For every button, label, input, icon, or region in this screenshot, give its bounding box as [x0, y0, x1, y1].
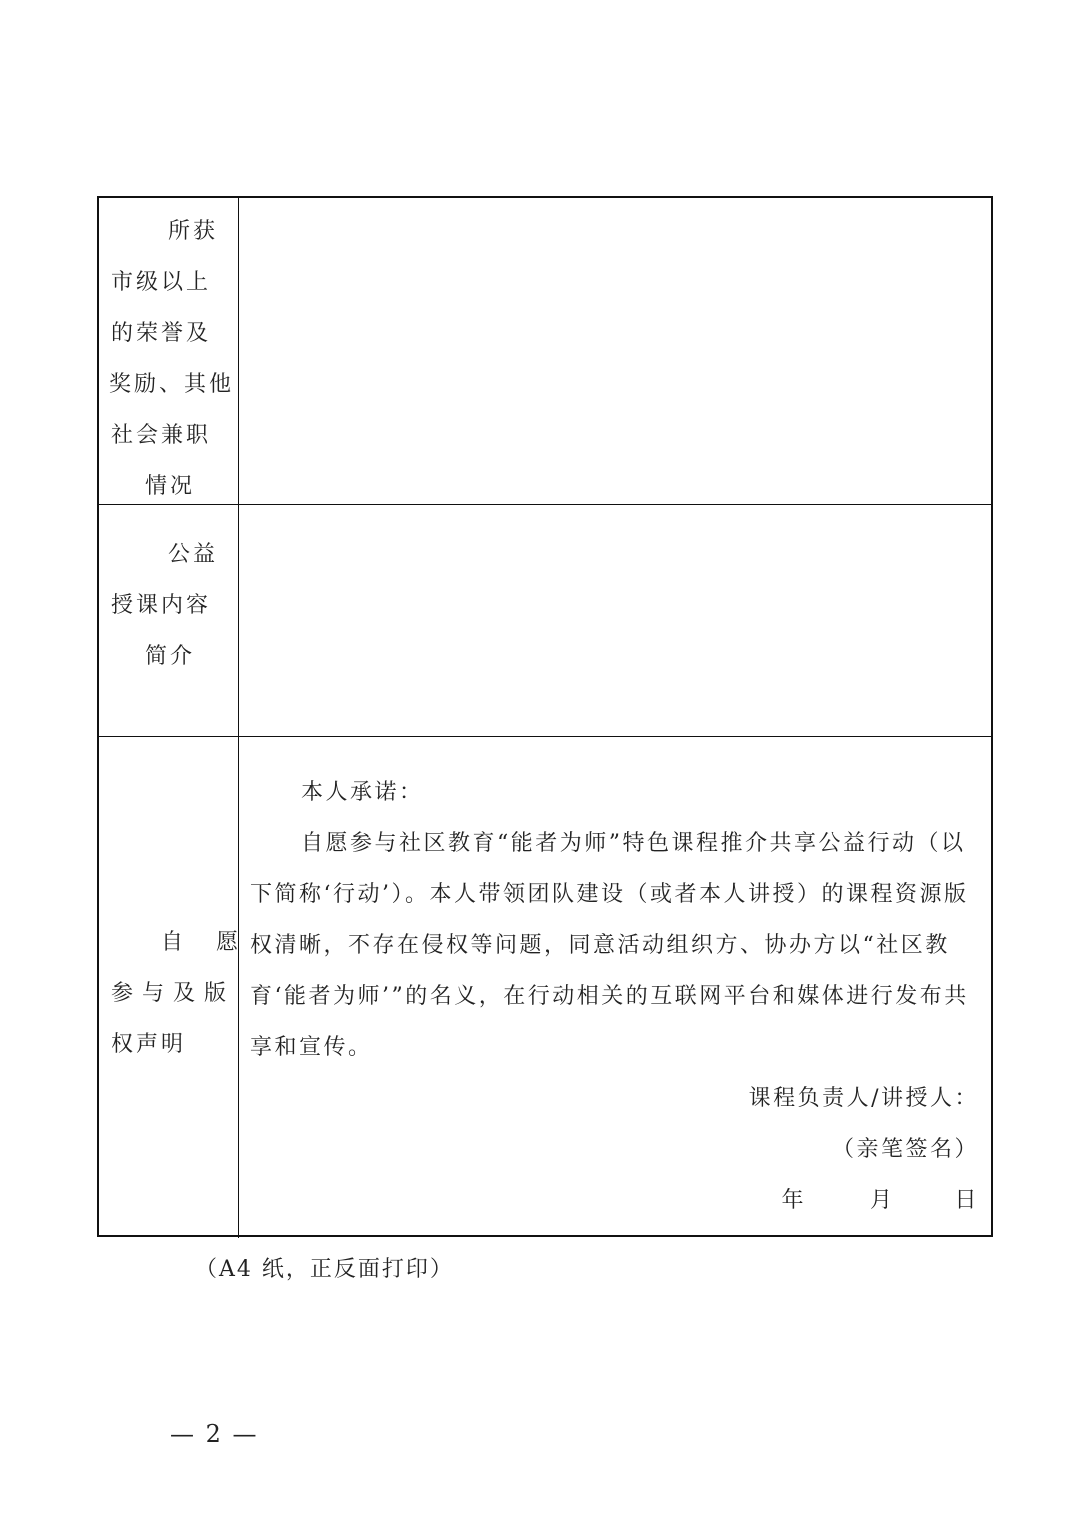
declaration-statement — [250, 767, 979, 1226]
label-course-intro — [99, 529, 238, 682]
page-number: — 2 — — [170, 1420, 259, 1448]
column-divider — [238, 198, 239, 504]
column-divider — [238, 505, 239, 737]
date-month: 月 — [869, 1188, 895, 1213]
row-course-intro — [99, 504, 991, 737]
label-line: 所获 — [168, 219, 219, 244]
label-honors — [99, 206, 238, 512]
date-line — [250, 1175, 979, 1226]
row-honors — [99, 198, 991, 504]
label-line: 的荣誉及 — [111, 321, 212, 346]
signature-note: （亲笔签名） — [831, 1137, 979, 1162]
print-note: （A4 纸，正反面打印） — [195, 1257, 454, 1282]
date-year: 年 — [781, 1188, 806, 1213]
label-line: 简介 — [145, 644, 196, 669]
application-form-table — [97, 196, 993, 1237]
label-line: 社会兼职 — [111, 423, 212, 448]
row-declaration — [99, 736, 991, 1238]
label-line: 情况 — [145, 474, 196, 499]
statement-heading: 本人承诺： — [301, 780, 424, 805]
label-line: 市级以上 — [111, 270, 212, 295]
label-line: 授课内容 — [111, 593, 212, 618]
label-line: 奖励、其他 — [109, 372, 235, 397]
signer-label: 课程负责人/讲授人： — [748, 1086, 979, 1111]
label-line: 自 愿 — [161, 930, 251, 955]
label-line: 参与及版 — [111, 981, 236, 1006]
statement-body: 自愿参与社区教育“能者为师”特色课程推介共享公益行动（以下简称‘行动’）。本人带领团队建设（或者本人讲授）的课程资源版权清晰，不存在侵权等问题，同意活动组织方、协办方以“社区教育‘能者为师’”的名义，在行动相关的互联网平台和媒体进行发布共享和宣传。 — [250, 831, 969, 1060]
column-divider — [238, 737, 239, 1238]
label-declaration — [99, 917, 251, 1070]
label-line: 权声明 — [111, 1032, 187, 1057]
label-line: 公益 — [168, 542, 219, 567]
date-day: 日 — [954, 1188, 979, 1213]
